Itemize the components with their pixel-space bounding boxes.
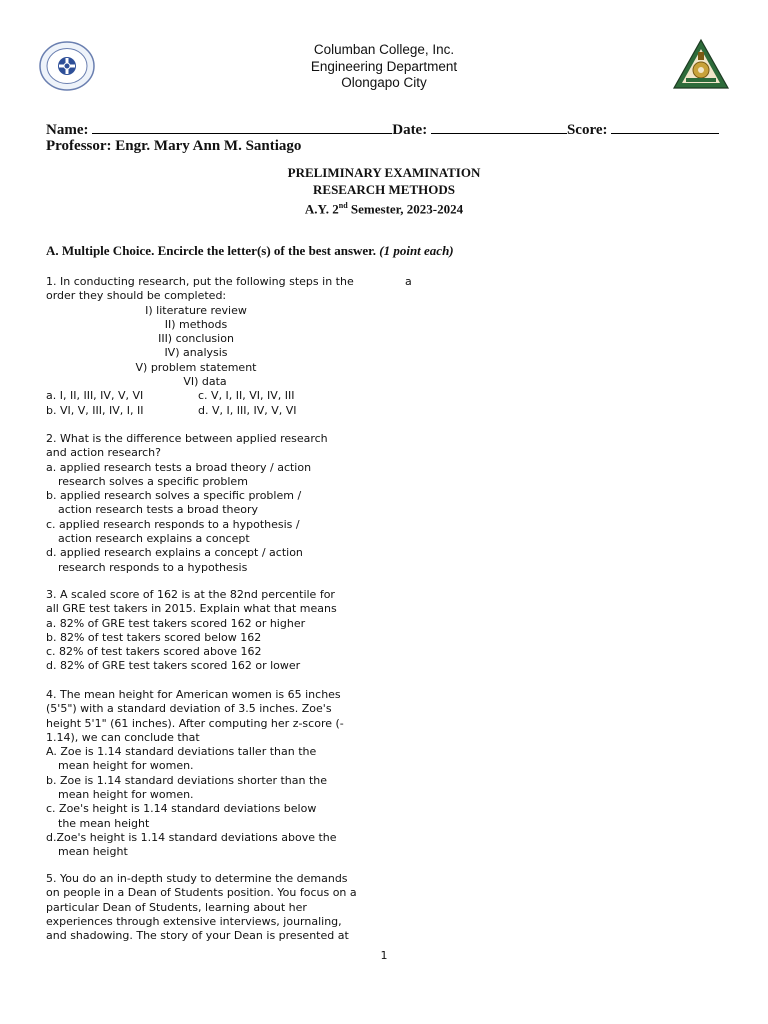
course-name: RESEARCH METHODS: [313, 181, 455, 197]
question-text: 4. The mean height for American women is 65 inches: [46, 688, 341, 701]
question-text: height 5'1" (61 inches). After computing her z-score (-: [46, 716, 344, 730]
option-row: [46, 404, 366, 418]
student-info-row: [46, 120, 726, 139]
question-text: order they should be completed:: [46, 289, 227, 303]
date-blank[interactable]: [431, 120, 567, 134]
question-text: and action research?: [46, 446, 161, 460]
option-d-cont: research responds to a hypothesis: [58, 560, 248, 574]
question-text: 2. What is the difference between applied research: [46, 432, 328, 445]
exam-type: PRELIMINARY EXAMINATION: [287, 165, 481, 180]
page-number: 1: [380, 949, 388, 962]
option-b-cont: mean height for women.: [58, 788, 194, 802]
question-text: (5'5") with a standard deviation of 3.5 inches. Zoe's: [46, 702, 332, 716]
list-item: V) problem statement: [135, 360, 257, 374]
section-heading: [46, 243, 454, 259]
question-text: experiences through extensive interviews, journaling,: [46, 914, 342, 928]
option-c[interactable]: c. Zoe's height is 1.14 standard deviations below: [46, 802, 317, 816]
question-text: 3. A scaled score of 162 is at the 82nd percentile for: [46, 588, 335, 601]
option-a[interactable]: a. I, II, III, IV, V, VI: [46, 389, 144, 403]
question-text: and shadowing. The story of your Dean is presented at: [46, 929, 349, 943]
option-a-cont: mean height for women.: [58, 759, 194, 773]
question-text: all GRE test takers in 2015. Explain what that means: [46, 602, 337, 616]
option-a[interactable]: A. Zoe is 1.14 standard deviations taller than the: [46, 745, 317, 759]
city-name: Olongapo City: [341, 75, 427, 90]
option-d[interactable]: d. V, I, III, IV, V, VI: [198, 403, 297, 417]
option-d[interactable]: d. 82% of GRE test takers scored 162 or lower: [46, 659, 301, 673]
option-b-cont: action research tests a broad theory: [58, 503, 259, 517]
date-label: Date:: [392, 122, 428, 138]
option-c-cont: action research explains a concept: [58, 532, 250, 546]
option-d[interactable]: d.Zoe's height is 1.14 standard deviations above the: [46, 830, 337, 844]
college-name: Columban College, Inc.: [313, 42, 455, 57]
question-text: 5. You do an in-depth study to determine the demands: [46, 872, 348, 885]
section-instructions: A. Multiple Choice. Encircle the letter(s) of the best answer.: [46, 243, 376, 258]
question-text: particular Dean of Students, learning about her: [46, 900, 307, 914]
question-text: on people in a Dean of Students position. You focus on a: [46, 886, 357, 900]
option-row: [46, 389, 366, 403]
option-c-cont: the mean height: [58, 816, 150, 830]
list-item: I) literature review: [145, 303, 247, 317]
list-item: IV) analysis: [164, 346, 228, 360]
question-text: 1. In conducting research, put the following steps in the: [46, 275, 354, 288]
question-3: [46, 588, 366, 674]
list-item: II) methods: [164, 317, 228, 331]
option-c[interactable]: c. V, I, II, VI, IV, III: [198, 389, 295, 403]
section-points: (1 point each): [379, 243, 454, 258]
score-label: Score:: [566, 122, 608, 138]
score-blank[interactable]: [611, 120, 719, 134]
exam-title: [0, 165, 768, 218]
option-b[interactable]: b. applied research solves a specific problem /: [46, 489, 302, 503]
list-item: III) conclusion: [158, 332, 234, 346]
professor-name: Professor: Engr. Mary Ann M. Santiago: [46, 138, 302, 154]
institution-header: [0, 42, 768, 92]
option-b[interactable]: b. 82% of test takers scored below 162: [46, 630, 262, 644]
question-text: 1.14), we can conclude that: [46, 730, 200, 744]
name-blank[interactable]: [92, 120, 392, 134]
option-c[interactable]: c. applied research responds to a hypothesis /: [46, 517, 300, 531]
department-name: Engineering Department: [310, 58, 458, 74]
option-a-cont: research solves a specific problem: [58, 474, 248, 488]
step-list: [46, 304, 346, 390]
option-d-cont: mean height: [58, 845, 128, 859]
question-1: [46, 275, 366, 418]
name-label: Name:: [46, 122, 89, 138]
option-a[interactable]: a. applied research tests a broad theory / action: [46, 460, 312, 474]
option-d[interactable]: d. applied research explains a concept / action: [46, 546, 303, 560]
question-5: [46, 872, 366, 943]
list-item: VI) data: [183, 375, 227, 389]
question-2: [46, 432, 366, 575]
academic-year: A.Y. 2nd Semester, 2023-2024: [304, 201, 464, 217]
option-a[interactable]: a. 82% of GRE test takers scored 162 or higher: [46, 616, 306, 630]
question-4: [46, 688, 366, 860]
option-b[interactable]: b. VI, V, III, IV, I, II: [46, 403, 144, 417]
option-b[interactable]: b. Zoe is 1.14 standard deviations shorter than the: [46, 773, 328, 787]
option-c[interactable]: c. 82% of test takers scored above 162: [46, 645, 262, 659]
answer-mark: a: [405, 275, 412, 288]
